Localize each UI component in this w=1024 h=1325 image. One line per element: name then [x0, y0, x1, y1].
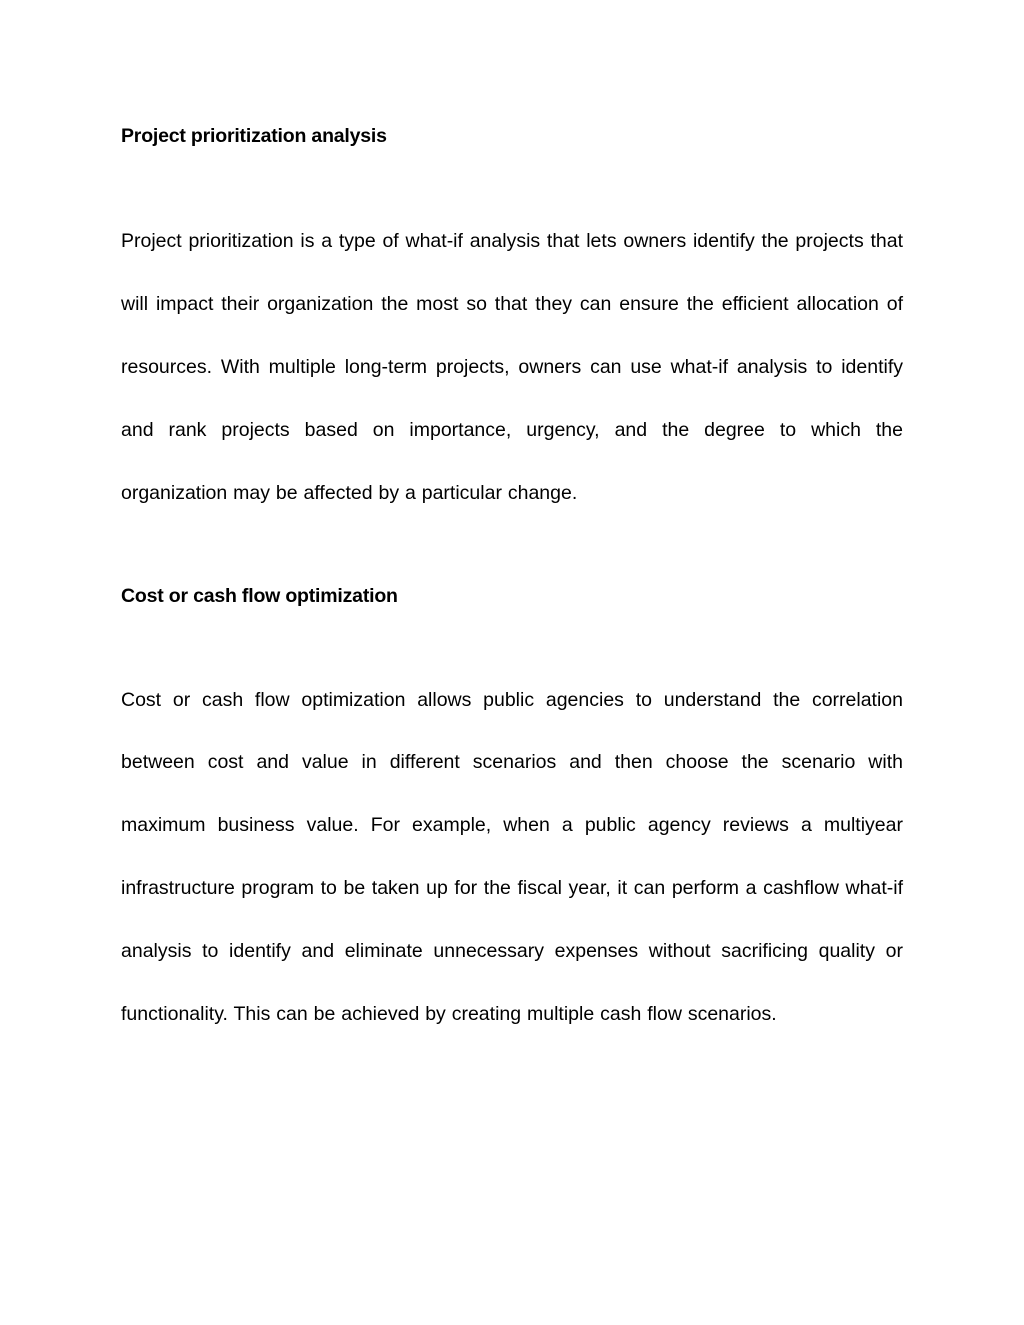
section-heading-project-prioritization: Project prioritization analysis: [121, 125, 387, 147]
section-heading-cost-cash-flow: Cost or cash flow optimization: [121, 584, 398, 607]
section-paragraph-project-prioritization: Project prioritization is a type of what-if analysis that lets owners identify the projects that will impact their organization the most so that they can ensure the efficient allocation of resources. With multiple long-term projects, owners can use what-if analysis to identify and rank projects based on importance, urgency, and the degree to which the organization may be affected by a particular change.: [121, 230, 903, 504]
section-paragraph-cost-cash-flow: Cost or cash flow optimization allows public agencies to understand the correlation between cost and value in different scenarios and then choose the scenario with maximum business value. For example, when a public agency reviews a multiyear infrastructure program to be taken up for the fiscal year, it can perform a cashflow what-if analysis to identify and eliminate unnecessary expenses without sacrificing quality or functionality. This can be achieved by creating multiple cash flow scenarios.: [121, 688, 903, 1026]
document-body: [121, 108, 903, 1046]
